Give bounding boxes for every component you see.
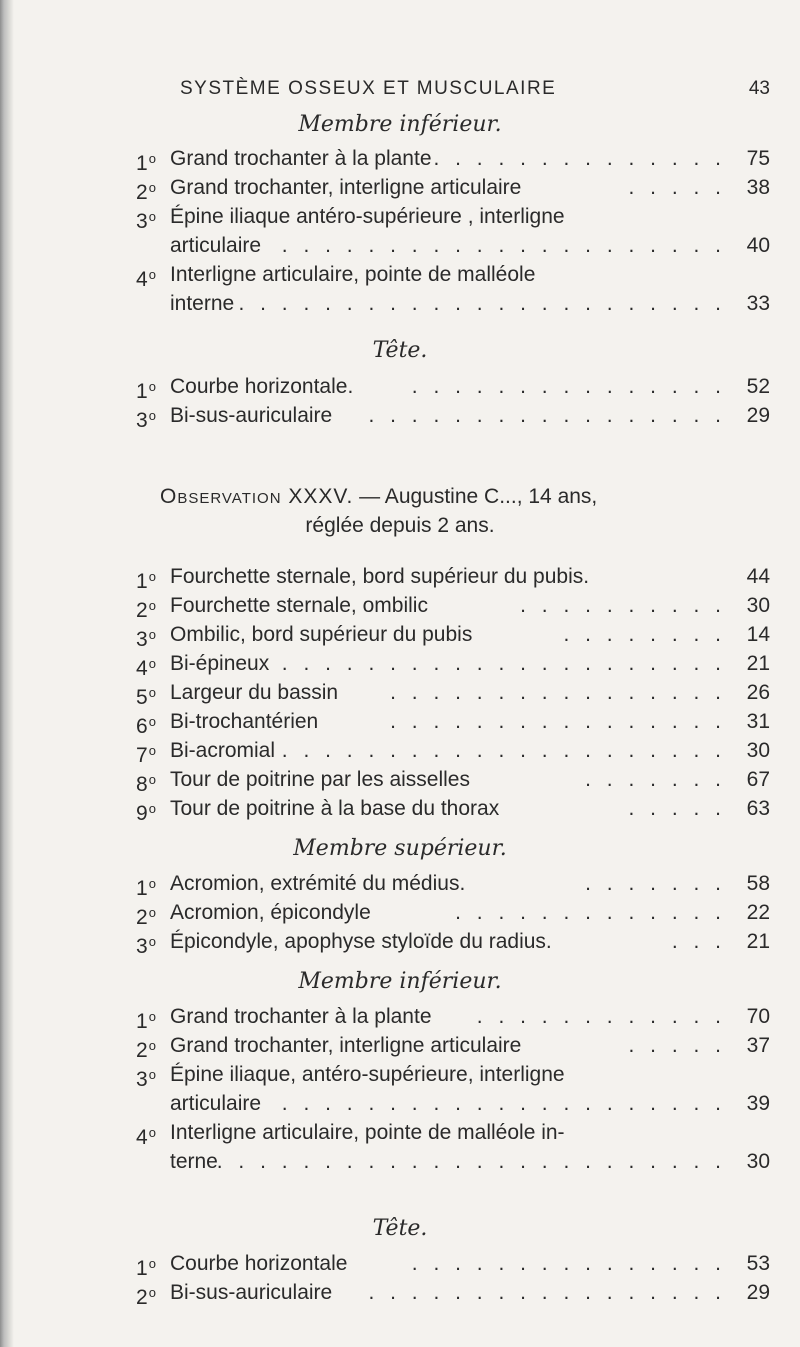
- list-item: 1$^o$ Fourchette sternale, bord supérieur du pubis. 44: [136, 565, 770, 593]
- list-item: 1$^o$ Courbe horizontale . . . . . . . . . . . . . . . 53: [136, 1252, 770, 1280]
- list-item: 3$^o$ Épine iliaque antéro-supérieure , interligne articulaire . . . . . . . . . . . . . . . . . . . . . 40: [136, 205, 770, 257]
- list-item: 4$^o$ Interligne articulaire, pointe de malléole interne . . . . . . . . . . . . . . . . . . . . . . . 33: [136, 263, 770, 315]
- running-header: [180, 78, 770, 104]
- list-item: 5$^o$ Largeur du bassin . . . . . . . . . . . . . . . . 26: [136, 681, 770, 709]
- list-item: 2$^o$ Acromion, épicondyle . . . . . . . . . . . . . 22: [136, 901, 770, 929]
- section-heading-membre-inferieur: Membre inférieur.: [298, 112, 502, 137]
- list-item: 3$^o$ Épine iliaque, antéro-supérieure, interligne articulaire . . . . . . . . . . . . . . . . . . . . . 39: [136, 1063, 770, 1115]
- list-item: 4$^o$ Interligne articulaire, pointe de malléole in- terne . . . . . . . . . . . . . . . . . . . . . . . . 30: [136, 1121, 770, 1173]
- header-title: SYSTÈME OSSEUX ET MUSCULAIRE: [180, 78, 557, 99]
- list-item: 1$^o$ Grand trochanter à la plante . . . . . . . . . . . . . . 75: [136, 147, 770, 175]
- list-item: 2$^o$ Bi-sus-auriculaire . . . . . . . . . . . . . . . . . 29: [136, 1281, 770, 1309]
- list-item: 2$^o$ Grand trochanter, interligne articulaire . . . . . 37: [136, 1034, 770, 1062]
- list-item: 1$^o$ Grand trochanter à la plante . . . . . . . . . . . . 70: [136, 1005, 770, 1033]
- list-item: 3$^o$ Épicondyle, apophyse styloïde du radius. . . . 21: [136, 930, 770, 958]
- list-item: 3$^o$ Ombilic, bord supérieur du pubis . . . . . . . . 14: [136, 623, 770, 651]
- list-item: 2$^o$ Grand trochanter, interligne articulaire . . . . . 38: [136, 176, 770, 204]
- section-heading-tete-2: Tête.: [372, 1216, 428, 1241]
- list-item: 6$^o$ Bi-trochantérien . . . . . . . . . . . . . . . . 31: [136, 710, 770, 738]
- section-heading-tete: Tête.: [372, 338, 428, 363]
- page-number: 43: [748, 78, 770, 99]
- section-heading-membre-superieur: Membre supérieur.: [293, 836, 507, 861]
- list-item: 1$^o$ Courbe horizontale. . . . . . . . . . . . . . . . 52: [136, 375, 770, 403]
- list-item: 9$^o$ Tour de poitrine à la base du thorax . . . . . 63: [136, 797, 770, 825]
- observation-label: Observation XXXV.: [160, 485, 354, 508]
- list-item: 1$^o$ Acromion, extrémité du médius. . . . . . . . 58: [136, 872, 770, 900]
- list-item: 4$^o$ Bi-épineux . . . . . . . . . . . . . . . . . . . . . 21: [136, 652, 770, 680]
- list-item: 8$^o$ Tour de poitrine par les aisselles . . . . . . . 67: [136, 768, 770, 796]
- list-item: 7$^o$ Bi-acromial . . . . . . . . . . . . . . . . . . . . . 30: [136, 739, 770, 767]
- list-item: 2$^o$ Fourchette sternale, ombilic . . . . . . . . . . 30: [136, 594, 770, 622]
- observation-paragraph: Observation XXXV. — Augustine C..., 14 ans, réglée depuis 2 ans.: [160, 485, 598, 537]
- section-heading-membre-inferieur-2: Membre inférieur.: [298, 969, 502, 994]
- list-item: 3$^o$ Bi-sus-auriculaire . . . . . . . . . . . . . . . . . 29: [136, 404, 770, 432]
